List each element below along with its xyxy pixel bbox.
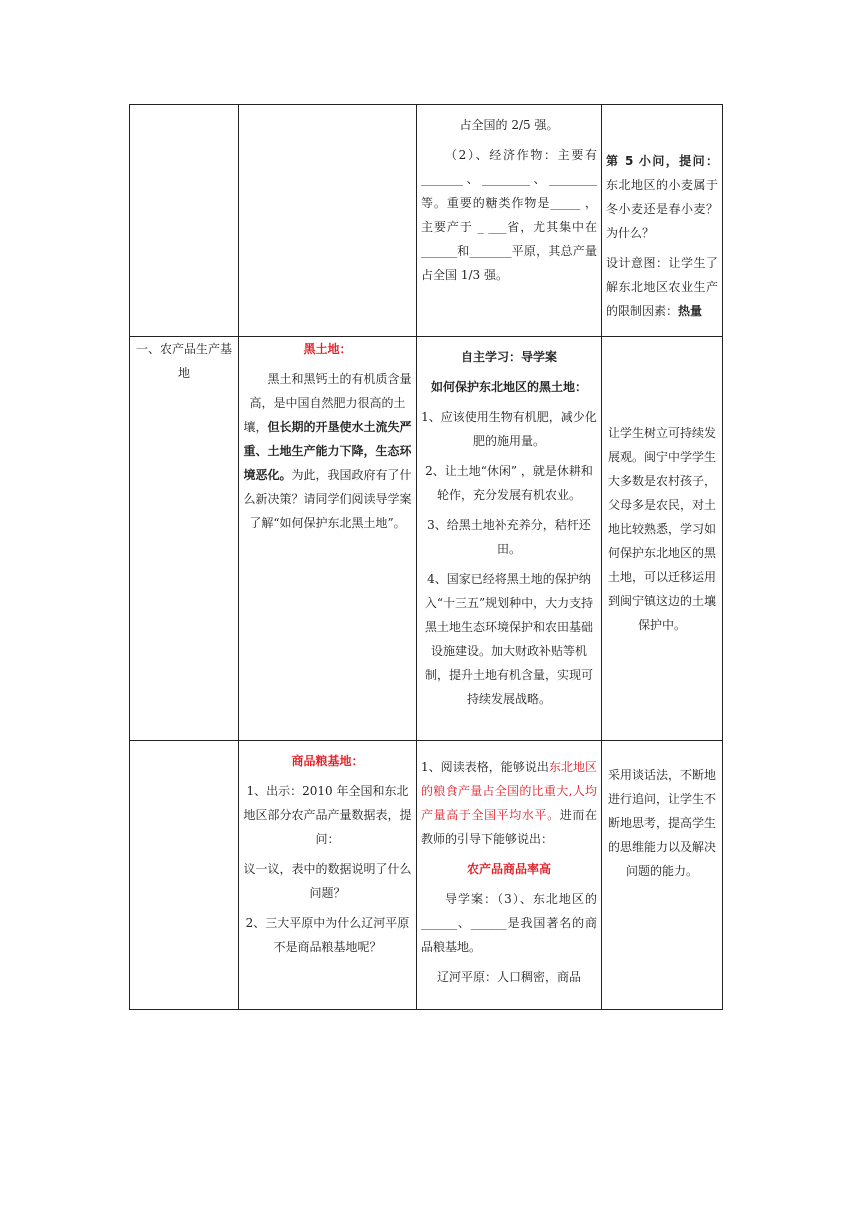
cell-text: 让学生树立可持续发展观。闽宁中学学生大多数是农村孩子，父母多是农民，对土地比较熟悉，学习如何保护东北地区的黑土地，可以迁移运用到闽宁镇这边的土壤保护中。: [607, 426, 716, 632]
cell-text: 4、国家已经将黑土地的保护纳入“十三五”规划种中，大力支持黑土地生态环境保护和农田基础设施建设。加大财政补贴等机制，提升土地有机含量，实现可持续发展战略。: [424, 572, 594, 706]
bold-text: 但长期的开垦使水土流失严重、土地生产能力下降，生态环境恶化。: [243, 420, 412, 482]
key-point: 农产品商品率高: [466, 862, 551, 876]
student-activity-cell: [417, 105, 602, 337]
lesson-plan-table: [129, 104, 723, 1010]
table-row: [130, 337, 723, 741]
cell-text: 东北地区的小麦属于冬小麦还是春小麦？为什么？: [606, 178, 718, 240]
cell-text: 议一议，表中的数据说明了什么问题？: [243, 862, 412, 900]
stage-cell: [130, 105, 239, 337]
cell-text: 导学案：（3）、东北地区的______、______是我国著名的商品粮基地。: [421, 892, 597, 954]
teacher-activity-cell: [239, 741, 417, 1010]
stage-cell: [130, 741, 239, 1010]
heading: 自主学习：导学案: [460, 350, 557, 364]
cell-text: 1、阅读表格，能够说出: [421, 760, 549, 774]
cell-text: 1、出示：2010 年全国和东北地区部分农产品产量数据表，提问：: [243, 784, 412, 846]
student-activity-cell: [417, 337, 602, 741]
cell-text: 占全国的 2/5 强。: [459, 118, 559, 132]
cell-text: 3、给黑土地补充养分，秸杆还田。: [427, 518, 591, 556]
design-intent-cell: [602, 337, 723, 741]
cell-text: 为此，我国政府有了什么新决策？请同学们阅读导学案了解“如何保护东北黑土地”。: [243, 468, 412, 530]
question-label: 第 5 小问，提问：: [606, 154, 718, 168]
cell-text: 辽河平原：人口稠密，商品: [436, 970, 581, 984]
student-activity-cell: [417, 741, 602, 1010]
cell-text: 黑土和黑钙土的有机质含量高，是中国自然肥力很高的土壤，: [243, 372, 412, 434]
cell-text: 2、三大平原中为什么辽河平原不是商品粮基地呢？: [245, 916, 410, 954]
cell-text: 设计意图：让学生了解东北地区农业生产的限制因素：: [606, 256, 718, 318]
section-title: 商品粮基地：: [291, 754, 364, 768]
teacher-activity-cell: [239, 105, 417, 337]
teacher-activity-cell: [239, 337, 417, 741]
highlight-text: 东北地区的粮食产量占全国的比重大,人均产量高于全国平均水平。: [421, 760, 597, 822]
table-row: [130, 741, 723, 1010]
section-title: 黑土地：: [303, 342, 352, 356]
heading: 如何保护东北地区的黑土地：: [430, 380, 587, 394]
cell-text: 采用谈话法，不断地进行追问，让学生不断地思考，提高学生的思维能力以及解决问题的能力。: [607, 768, 716, 878]
stage-title: 一、农产品生产基地: [135, 342, 232, 380]
cell-text: 进而在教师的引导下能够说出：: [421, 808, 597, 846]
stage-cell: [130, 337, 239, 741]
cell-text: 2、让土地“休闲” ，就是休耕和轮作，充分发展有机农业。: [425, 464, 593, 502]
design-intent-cell: [602, 741, 723, 1010]
cell-text: （2）、经济作物：主要有_______、________、________等。重要的糖类作物是_____ ，主要产于 _ ___省，尤其集中在______和_______平原，其总产量占全国 1/3 强。: [421, 148, 597, 282]
cell-text: 1、应该使用生物有机肥，减少化肥的施用量。: [421, 410, 597, 448]
bold-text: 热量: [678, 304, 703, 318]
design-intent-cell: [602, 105, 723, 337]
table-row: [130, 105, 723, 337]
